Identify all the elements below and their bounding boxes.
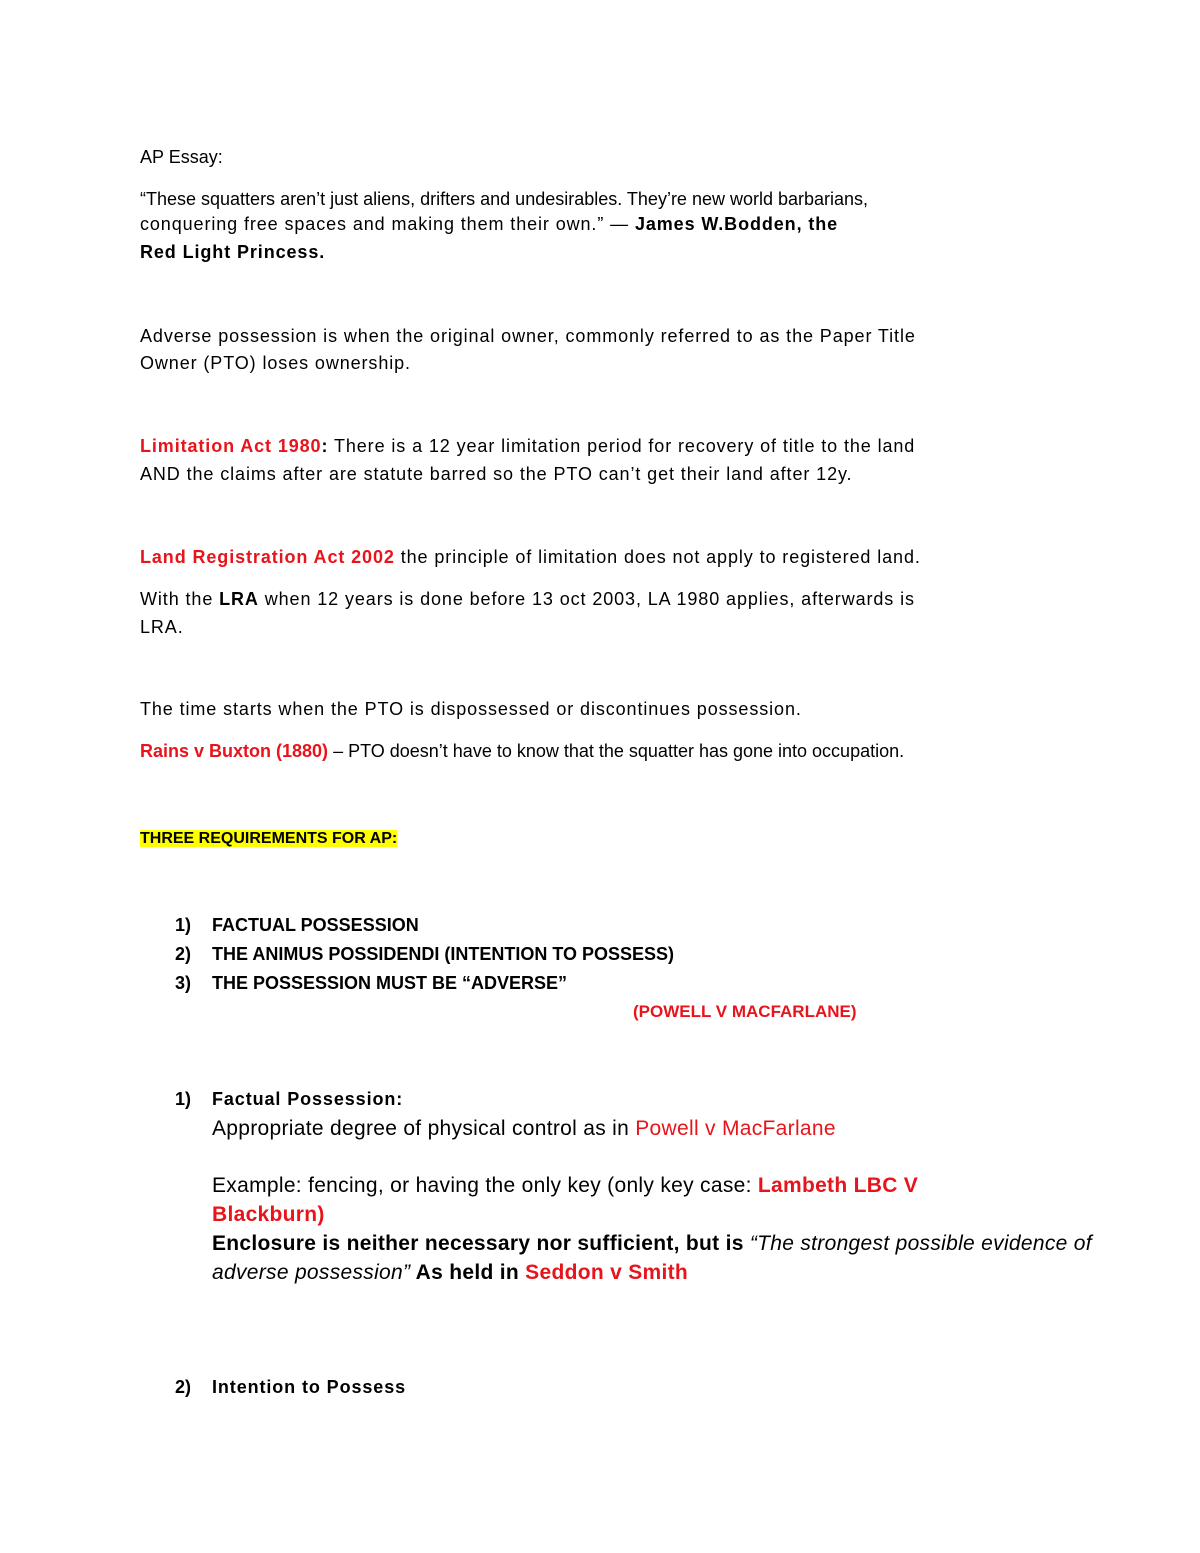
enclosure-quote-cont: adverse possession”: [212, 1261, 411, 1284]
essay-heading: AP Essay:: [140, 147, 223, 167]
definition-line-2: Owner (PTO) loses ownership.: [140, 353, 411, 373]
rains-text: – PTO doesn’t have to know that the squatter has gone into occupation.: [328, 741, 905, 761]
requirement-number: 2): [175, 944, 192, 964]
registration-line-1: [140, 546, 921, 568]
requirement-number: 3): [175, 973, 192, 993]
seddon-case: Seddon v Smith: [525, 1261, 689, 1284]
registration-line-3: LRA.: [140, 617, 184, 637]
enclosure-text: Enclosure is neither necessary nor sufficient, but is: [212, 1232, 750, 1255]
factual-title: Factual Possession:: [212, 1089, 404, 1109]
registration-act: Land Registration Act 2002: [140, 547, 395, 567]
factual-number: 1): [175, 1089, 192, 1109]
registration-rest: when 12 years is done before 13 oct 2003, LA 1980 applies, afterwards is: [258, 589, 915, 609]
requirements-heading: [140, 826, 397, 850]
requirement-number: 1): [175, 915, 192, 935]
definition-line-1: Adverse possession is when the original owner, commonly referred to as the Paper Title: [140, 326, 916, 346]
requirement-item: THE ANIMUS POSSIDENDI (INTENTION TO POSSESS): [212, 944, 675, 964]
held-text: As held in: [410, 1261, 526, 1284]
intention-title: Intention to Possess: [212, 1377, 407, 1397]
requirements-case: (POWELL V MACFARLANE): [633, 1002, 857, 1021]
limitation-text: There is a 12 year limitation period for recovery of title to the land: [328, 436, 916, 456]
registration-lra: LRA: [219, 589, 259, 609]
quote-source: Red Light Princess.: [140, 242, 326, 262]
powell-case: Powell v MacFarlane: [635, 1117, 836, 1140]
factual-text: Appropriate degree of physical control as in: [212, 1117, 636, 1140]
registration-line-2: [140, 588, 915, 610]
lambeth-case-cont: Blackburn): [212, 1203, 325, 1226]
rains-case: Rains v Buxton (1880): [140, 741, 329, 761]
time-line: The time starts when the PTO is dispossessed or discontinues possession.: [140, 699, 802, 719]
enclosure-line-2: [212, 1260, 688, 1286]
lambeth-case: Lambeth LBC V: [757, 1174, 919, 1197]
factual-example: Example: fencing, or having the only key (only key case:: [212, 1174, 758, 1197]
requirement-item: FACTUAL POSSESSION: [212, 915, 419, 935]
limitation-colon: :: [321, 436, 329, 456]
registration-pre: With the: [140, 589, 220, 609]
rains-line: [140, 740, 904, 762]
enclosure-quote: “The strongest possible evidence of: [749, 1232, 1092, 1255]
quote-author: James W.Bodden, the: [634, 214, 839, 234]
limitation-line-1: [140, 435, 915, 457]
factual-example-line: [212, 1173, 918, 1199]
requirements-highlight: THREE REQUIREMENTS FOR AP:: [140, 830, 398, 847]
factual-line-1: [212, 1116, 836, 1142]
intention-number: 2): [175, 1377, 192, 1397]
quote-line-2: [140, 213, 838, 235]
limitation-line-2: AND the claims after are statute barred so the PTO can’t get their land after 12y.: [140, 464, 853, 484]
quote-line-1: “These squatters aren’t just aliens, drifters and undesirables. They’re new world barbarians,: [140, 189, 869, 209]
limitation-act: Limitation Act 1980: [140, 436, 322, 456]
quote-text: conquering free spaces and making them their own.” —: [140, 214, 635, 234]
enclosure-line-1: [212, 1231, 1092, 1257]
requirement-item: THE POSSESSION MUST BE “ADVERSE”: [212, 973, 568, 993]
registration-text: the principle of limitation does not apply to registered land.: [394, 547, 921, 567]
